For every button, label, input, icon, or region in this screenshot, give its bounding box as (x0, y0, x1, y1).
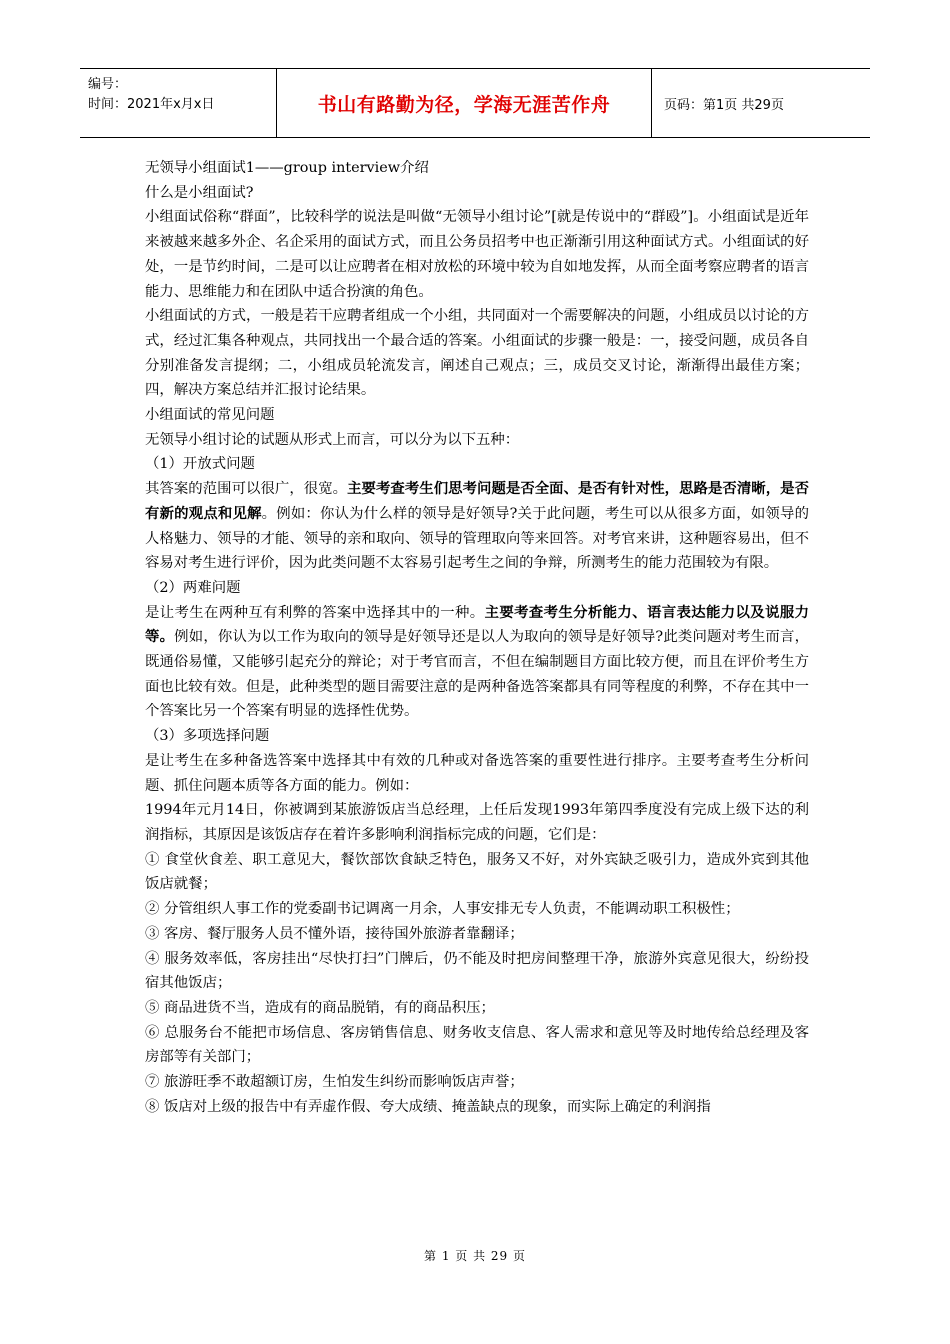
page-header (80, 68, 870, 138)
list-item: ① 食堂伙食差、职工意见大，餐饮部饮食缺乏特色，服务又不好，对外宾缺乏吸引力，造成外宾到其他饭店就餐； (145, 851, 809, 893)
subsection-heading: （3）多项选择问题 (145, 728, 270, 745)
list-item: ⑧ 饭店对上级的报告中有弄虚作假、夸大成绩、掩盖缺点的现象，而实际上确定的利润指 (145, 1098, 711, 1115)
paragraph: 是让考生在多种备选答案中选择其中有效的几种或对备选答案的重要性进行排序。主要考查考生分析问题、抓住问题本质等各方面的能力。例如： (145, 752, 809, 794)
document-date-label: 时间：2021年x月x日 (88, 97, 215, 112)
page-footer: 第 1 页 共 29 页 (424, 1249, 526, 1263)
document-title: 无领导小组面试1——group interview介绍 (145, 160, 429, 176)
bold-text-run: 主要考查考生们思考问题是否全面、是否有针对性，思路是否清晰，是否有新的观点和见解 (145, 480, 809, 522)
paragraph: 无领导小组讨论的试题从形式上而言，可以分为以下五种： (145, 431, 520, 448)
section-heading: 什么是小组面试? (145, 184, 254, 201)
list-item: ⑥ 总服务台不能把市场信息、客房销售信息、财务收支信息、客人需求和意见等及时地传给总经理及客房部等有关部门； (145, 1024, 809, 1066)
text-run: 。例如：你认为什么样的领导是好领导?关于此问题，考生可以从很多方面，如领导的人格魅力、领导的才能、领导的亲和取向、领导的管理取向等来回答。对考官来讲，这种题容易出，但不容易对考生进行评价，因为此类问题不太容易引起考生之间的争辩，所测考生的能力范围较为有限。 (145, 505, 809, 572)
document-body (145, 156, 809, 1119)
list-item: ③ 客房、餐厅服务人员不懂外语，接待国外旅游者靠翻译； (145, 925, 524, 942)
subsection-heading: （2）两难问题 (145, 579, 241, 596)
paragraph (145, 601, 809, 725)
text-run: 例如，你认为以工作为取向的领导是好领导还是以人为取向的领导是好领导?此类问题对考生而言，既通俗易懂，又能够引起充分的辩论；对于考官而言，不但在编制题目方面比较方便，而且在评价考生方面也比较有效。但是，此种类型的题目需要注意的是两种备选答案都具有同等程度的利弊，不存在其中一个答案比另一个答案有明显的选择性优势。 (145, 629, 809, 720)
list-item: ⑤ 商品进货不当，造成有的商品脱销，有的商品积压； (145, 999, 495, 1016)
paragraph (145, 477, 809, 576)
list-item: ④ 服务效率低，客房挂出“尽快打扫”门牌后，仍不能及时把房间整理干净，旅游外宾意见很大，纷纷投宿其他饭店； (145, 950, 809, 992)
header-motto: 书山有路勤为径，学海无涯苦作舟 (277, 69, 652, 137)
header-meta-cell (80, 69, 277, 137)
bold-text-run: 主要考查考生分析能力、语言表达能力以及说服力等。 (145, 603, 809, 646)
header-page-number: 页码：第1页 共29页 (664, 97, 784, 113)
list-item: ⑦ 旅游旺季不敢超额订房，生怕发生纠纷而影响饭店声誉； (145, 1074, 524, 1091)
subsection-heading: （1）开放式问题 (145, 456, 255, 473)
paragraph: 小组面试的方式，一般是若干应聘者组成一个小组，共同面对一个需要解决的问题，小组成员以讨论的方式，经过汇集各种观点，共同找出一个最合适的答案。小组面试的步骤一般是：一，接受问题，成员各自分别准备发言提纲；二，小组成员轮流发言，阐述自己观点；三，成员交叉讨论，渐渐得出最佳方案；四，解决方案总结并汇报讨论结果。 (145, 308, 809, 399)
text-run: 其答案的范围可以很广，很宽。 (145, 481, 348, 498)
text-run: 是让考生在两种互有利弊的答案中选择其中的一种。 (145, 604, 485, 621)
document-number-label: 编号： (88, 77, 128, 92)
paragraph: 小组面试俗称“群面”，比较科学的说法是叫做“无领导小组讨论”[就是传说中的“群殴”]。小组面试是近年来被越来越多外企、名企采用的面试方式，而且公务员招考中也正渐渐引用这种面试方式。小组面试的好处，一是节约时间，二是可以让应聘者在相对放松的环境中较为自如地发挥，从而全面考察应聘者的语言能力、思维能力和在团队中适合扮演的角色。 (145, 209, 809, 300)
list-item: ② 分管组织人事工作的党委副书记调离一月余，人事安排无专人负责，不能调动职工积极性； (145, 901, 740, 918)
section-heading: 小组面试的常见问题 (145, 407, 275, 424)
paragraph: 1994年元月14日，你被调到某旅游饭店当总经理，上任后发现1993年第四季度没有完成上级下达的利润指标，其原因是该饭店存在着许多影响利润指标完成的问题，它们是： (145, 802, 809, 843)
